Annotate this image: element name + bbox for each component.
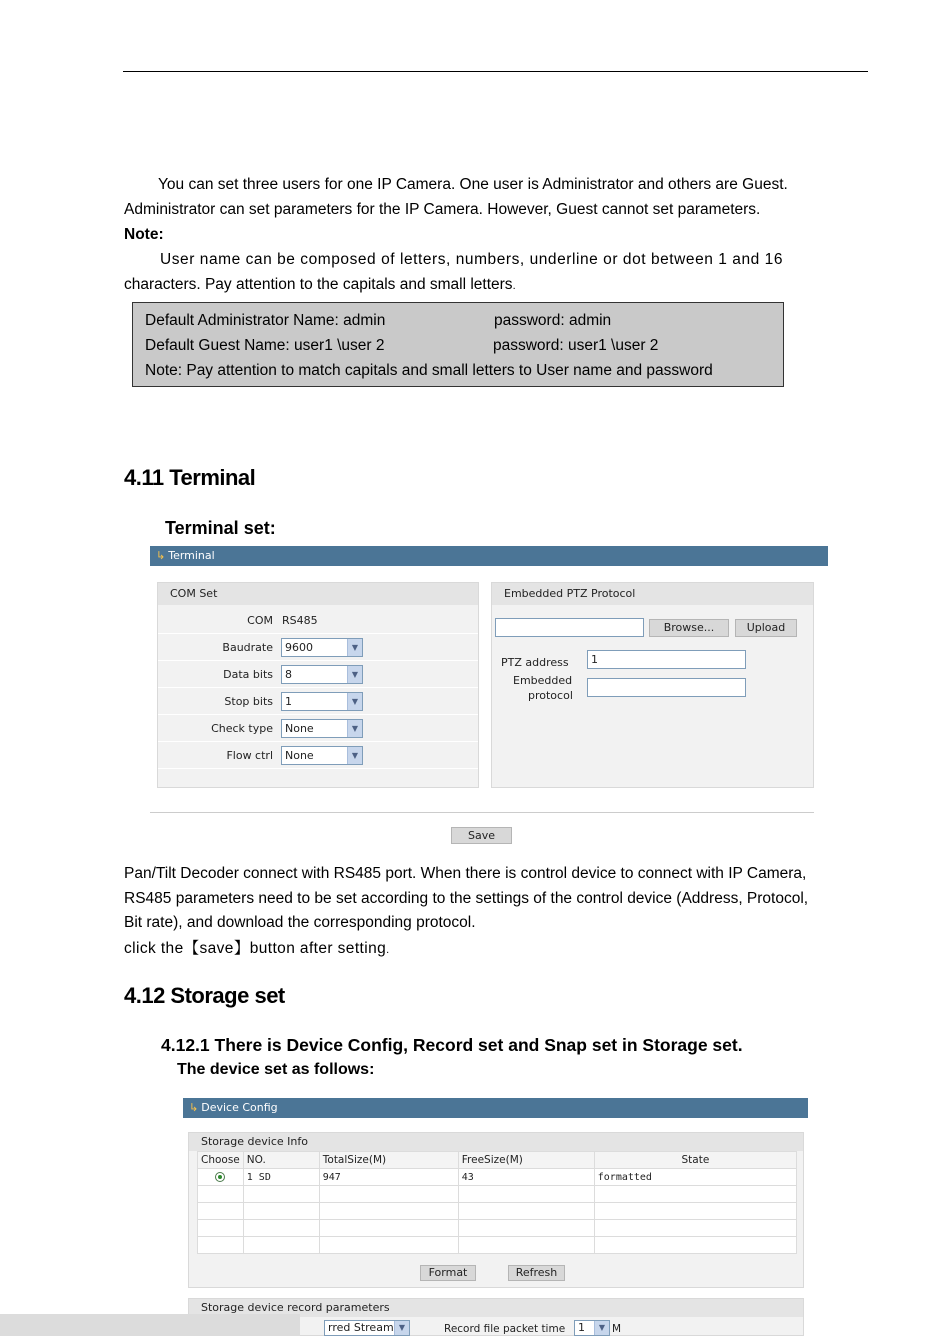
terminal-desc-line-1: Pan/Tilt Decoder connect with RS485 port. When there is control device to connect with IP Camera, [124,865,807,882]
check-type-label: Check type [211,722,273,735]
flow-ctrl-value: None [285,749,314,762]
device-config-title: Device Config [201,1101,278,1114]
ptz-protocol-header: Embedded PTZ Protocol [492,583,813,605]
flow-ctrl-row [158,742,478,769]
col-total-size: TotalSize(M) [319,1152,458,1169]
admin-name: Default Administrator Name: admin [145,312,386,329]
col-choose: Choose [198,1152,244,1169]
note-line-1: User name can be composed of letters, numbers, underline or dot between 1 and 16 [160,251,784,268]
arrow-icon: ↳ [156,549,166,562]
page-footer-strip [0,1314,300,1336]
terminal-title: Terminal [168,549,215,562]
note-label: Note: [124,226,164,243]
storage-info-header: Storage device Info [189,1133,803,1151]
stop-bits-select[interactable] [281,692,363,711]
total-size-cell: 947 [319,1169,458,1186]
chevron-down-icon[interactable]: ▼ [394,1321,409,1335]
stream-select[interactable] [324,1320,410,1336]
terminal-desc-line-4 [124,936,390,963]
note-line-2-text: characters. Pay attention to the capitals and small letters [124,276,513,293]
embedded-protocol-label-2: protocol [528,689,573,702]
arrow-icon: ↳ [189,1101,199,1114]
baudrate-row [158,634,478,661]
com-row [158,607,478,634]
browse-button[interactable]: Browse... [649,619,729,637]
panel-divider [150,812,814,813]
admin-password: password: admin [494,312,612,329]
table-row-empty [198,1203,797,1220]
terminal-desc-line-3: Bit rate), and download the corresponding protocol. [124,914,476,931]
record-params-header: Storage device record parameters [189,1299,803,1317]
com-value: RS485 [282,614,318,627]
header-rule [123,71,868,72]
free-size-cell: 43 [458,1169,594,1186]
check-type-select[interactable] [281,719,363,738]
device-set-caption: The device set as follows: [177,1061,375,1078]
terminal-panel [150,546,828,846]
storage-info-group [188,1132,804,1288]
device-config-panel [183,1098,808,1336]
note-line-2 [124,272,516,299]
data-bits-row [158,661,478,688]
stop-bits-value: 1 [285,695,292,708]
format-button[interactable]: Format [420,1265,476,1281]
packet-time-label: Record file packet time [444,1323,566,1335]
choose-cell [198,1169,244,1186]
com-set-header: COM Set [158,583,478,605]
baudrate-select[interactable] [281,638,363,657]
no-cell: 1 SD [243,1169,319,1186]
stop-bits-label: Stop bits [224,695,273,708]
default-credentials-box [132,302,784,387]
flow-ctrl-select[interactable] [281,746,363,765]
chevron-down-icon[interactable]: ▼ [347,720,362,737]
terminal-titlebar [150,546,828,566]
data-bits-select[interactable] [281,665,363,684]
col-free-size: FreeSize(M) [458,1152,594,1169]
state-cell: formatted [594,1169,796,1186]
table-row-empty [198,1220,797,1237]
chevron-down-icon[interactable]: ▼ [347,666,362,683]
packet-time-select[interactable] [574,1320,610,1336]
col-state: State [594,1152,796,1169]
baudrate-value: 9600 [285,641,313,654]
packet-time-unit: M [612,1323,622,1335]
save-button[interactable]: Save [451,827,512,844]
guest-name: Default Guest Name: user1 \user 2 [145,337,385,354]
data-bits-value: 8 [285,668,292,681]
ptz-address-label: PTZ address [501,656,569,669]
table-row [198,1169,797,1186]
packet-time-value: 1 [578,1321,585,1334]
ptz-protocol-group [491,582,814,788]
baudrate-label: Baudrate [222,641,273,654]
embedded-protocol-label-1: Embedded [513,674,573,687]
data-bits-label: Data bits [223,668,273,681]
protocol-file-input[interactable] [495,618,644,637]
stop-bits-row [158,688,478,715]
guest-password: password: user1 \user 2 [493,337,659,354]
table-row-empty [198,1237,797,1254]
radio-button[interactable] [215,1172,225,1182]
intro-line-2: Administrator can set parameters for the IP Camera. However, Guest cannot set parameters. [124,201,761,218]
check-type-row [158,715,478,742]
section-heading-storage: 4.12 Storage set [124,983,285,1008]
chevron-down-icon[interactable]: ▼ [594,1321,609,1335]
chevron-down-icon[interactable]: ▼ [347,747,362,764]
terminal-desc-save-text: click the【save】button after setting [124,940,387,957]
stream-value: rred Stream [328,1321,394,1334]
storage-subheading: 4.12.1 There is Device Config, Record set and Snap set in Storage set. [161,1035,743,1055]
check-type-value: None [285,722,314,735]
section-heading-terminal: 4.11 Terminal [124,465,256,490]
chevron-down-icon[interactable]: ▼ [347,693,362,710]
com-label: COM [247,614,273,627]
terminal-desc-period: . [386,944,390,956]
refresh-button[interactable]: Refresh [508,1265,565,1281]
col-no: NO. [243,1152,319,1169]
upload-button[interactable]: Upload [735,619,797,637]
terminal-subheading: Terminal set: [165,518,276,538]
table-header-row [198,1152,797,1169]
terminal-desc-line-2: RS485 parameters need to be set according to the settings of the control device (Address, Protocol, [124,890,809,907]
table-row-empty [198,1186,797,1203]
ptz-address-input[interactable]: 1 [587,650,746,669]
intro-line-1: You can set three users for one IP Camera. One user is Administrator and others are Guest. [158,176,788,193]
note-line-2-period: . [512,280,516,292]
credentials-note: Note: Pay attention to match capitals and small letters to User name and password [145,362,713,379]
storage-device-table [197,1151,797,1254]
com-set-group [157,582,479,788]
flow-ctrl-label: Flow ctrl [226,749,273,762]
device-config-titlebar [183,1098,808,1118]
chevron-down-icon[interactable]: ▼ [347,639,362,656]
embedded-protocol-input[interactable] [587,678,746,697]
